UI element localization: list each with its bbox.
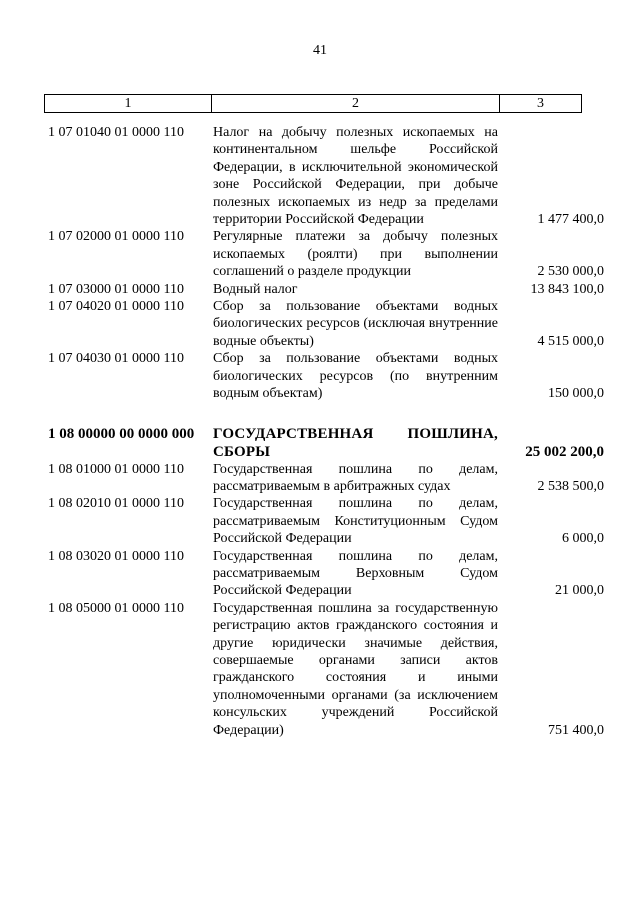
row-description: Налог на добычу полезных ископаемых на континентальном шельфе Российской Федерации, в исключительной экономической зоне Российской Федерации, при добыче полезных ископаемых из недр за пределами территории Российской Федерации (213, 125, 498, 228)
row-description: Водный налог (213, 281, 298, 297)
section-spacer (0, 403, 640, 425)
row-description: Государственная пошлина за государственную регистрацию актов гражданского состояния и другие юридически значимые действия, совершаемые органами записи актов гражданского состояния и иными уполномоченными органами (за исключением консульских учреждений Российской Федерации) (213, 600, 498, 738)
page-number: 41 (313, 43, 327, 58)
table-row (0, 495, 640, 547)
row-description: Государственная пошлина по делам, рассматриваемым Конституционным Судом Российской Федерации (213, 496, 498, 547)
section-amount: 25 002 200,0 (525, 443, 604, 460)
table-row (0, 124, 640, 228)
row-amount: 4 515 000,0 (537, 333, 604, 349)
row-code: 1 07 01040 01 0000 110 (48, 125, 184, 140)
row-description: Государственная пошлина по делам, рассматриваемым Верховным Судом Российской Федерации (213, 548, 498, 599)
row-code: 1 07 03000 01 0000 110 (48, 281, 184, 297)
row-amount: 150 000,0 (548, 386, 604, 402)
column-header-table (44, 94, 582, 113)
row-code: 1 07 02000 01 0000 110 (48, 229, 184, 245)
column-header-row (45, 95, 582, 113)
row-amount: 6 000,0 (562, 531, 604, 547)
row-code: 1 07 04020 01 0000 110 (48, 299, 184, 315)
section-code: 1 08 00000 00 0000 000 (48, 425, 195, 442)
section-header-row (0, 425, 640, 461)
table-row (0, 298, 640, 350)
table-row (0, 548, 640, 600)
row-amount: 2 538 500,0 (537, 478, 604, 494)
column-header-3: 3 (500, 95, 582, 113)
table-row (0, 350, 640, 402)
row-amount: 21 000,0 (555, 583, 604, 599)
row-amount: 2 530 000,0 (537, 264, 604, 280)
table-row (0, 461, 640, 496)
row-code: 1 07 04030 01 0000 110 (48, 351, 184, 367)
row-amount: 751 400,0 (548, 722, 604, 738)
row-amount: 13 843 100,0 (530, 281, 604, 297)
table-row (0, 600, 640, 739)
table-row (0, 228, 640, 280)
budget-rows (0, 124, 640, 739)
row-description: Государственная пошлина по делам, рассматриваемым в арбитражных судах (213, 461, 498, 494)
row-description: Сбор за пользование объектами водных биологических ресурсов (исключая внутренние водные объекты) (213, 299, 498, 349)
row-description: Сбор за пользование объектами водных биологических ресурсов (по внутренним водным объектам) (213, 351, 498, 402)
column-header-2: 2 (212, 95, 500, 113)
row-code: 1 08 01000 01 0000 110 (48, 461, 184, 477)
table-row (0, 281, 640, 298)
row-code: 1 08 02010 01 0000 110 (48, 496, 184, 512)
row-code: 1 08 03020 01 0000 110 (48, 548, 184, 564)
row-amount: 1 477 400,0 (537, 212, 604, 228)
row-code: 1 08 05000 01 0000 110 (48, 600, 184, 616)
section-title: ГОСУДАРСТВЕННАЯ ПОШЛИНА, СБОРЫ (213, 425, 498, 460)
column-header-1: 1 (45, 95, 212, 113)
row-description: Регулярные платежи за добычу полезных ископаемых (роялти) при выполнении соглашений о разделе продукции (213, 229, 498, 280)
